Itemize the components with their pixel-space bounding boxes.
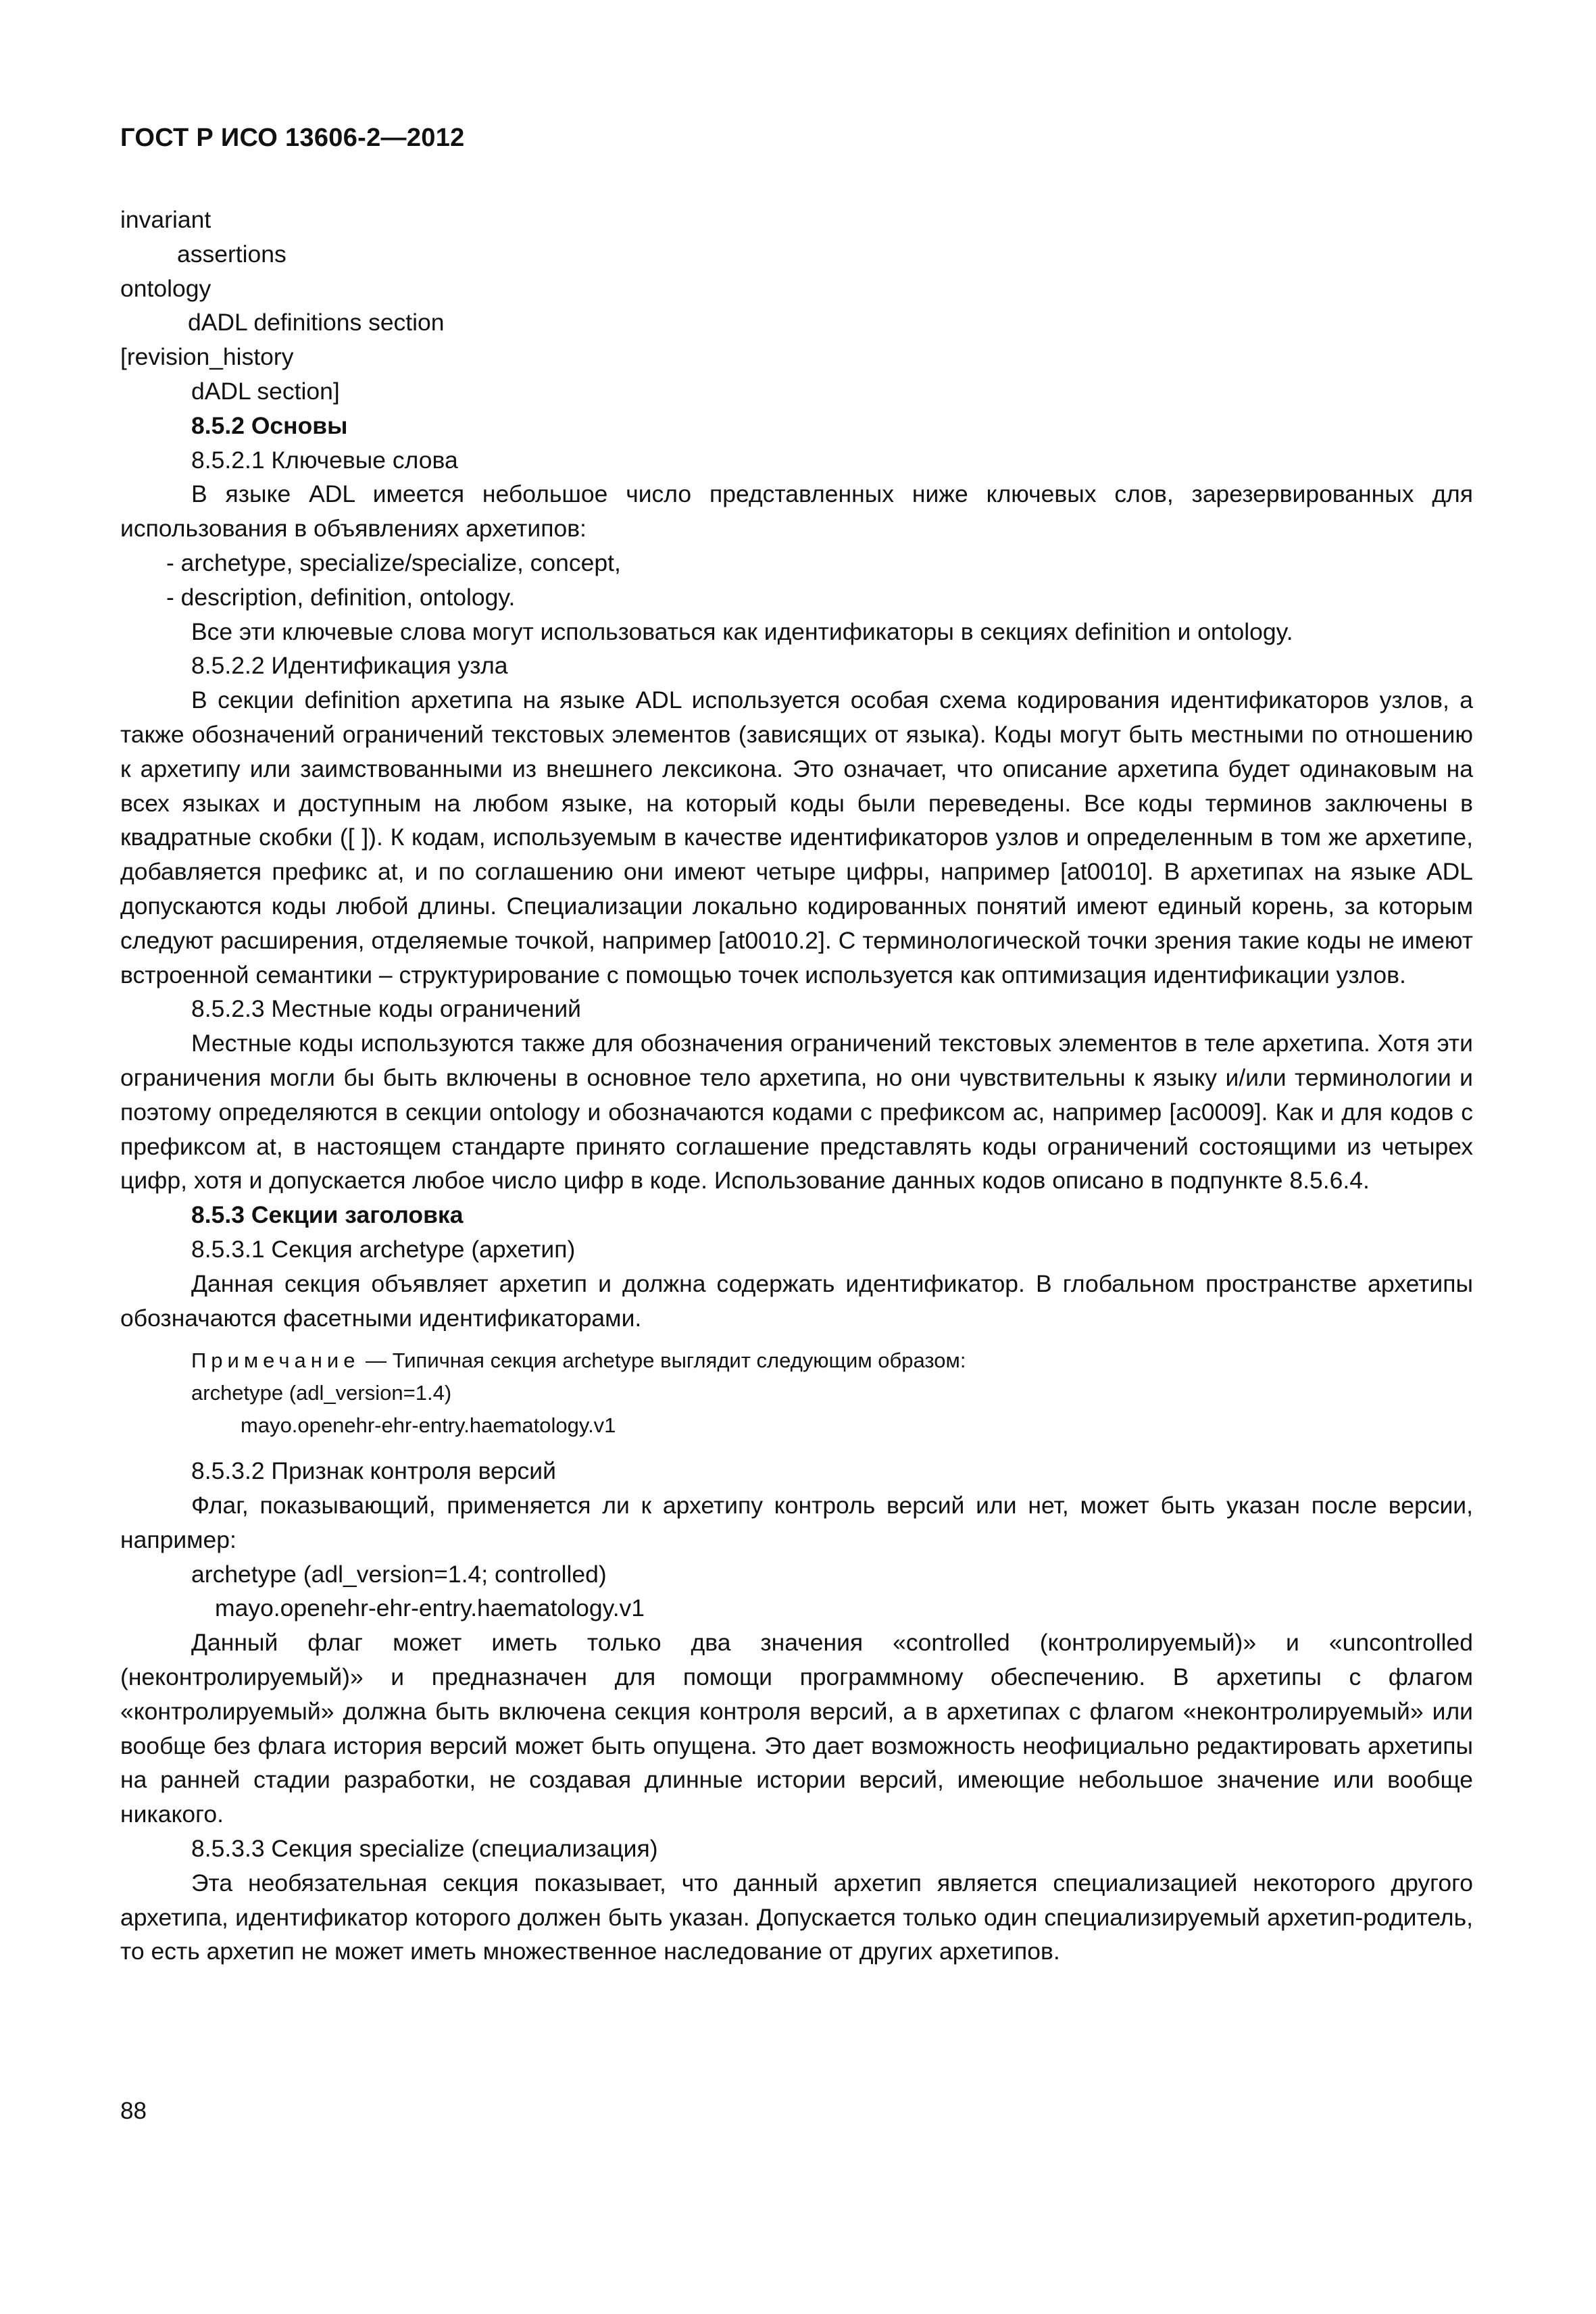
structure-assertions: assertions	[177, 240, 286, 268]
paragraph: Данная секция объявляет архетип и должна содержать идентификатор. В глобальном пространстве архетипы обозначаются фасетными идентификаторами.	[120, 1269, 1473, 1332]
list-item: - archetype, specialize/specialize, concept,	[166, 549, 621, 576]
subsection-title-8523: 8.5.2.3 Местные коды ограничений	[191, 995, 581, 1023]
paragraph: В языке ADL имеется небольшое число представленных ниже ключевых слов, зарезервированных для использования в объявлениях архетипов:	[120, 480, 1473, 543]
paragraph: Флаг, показывающий, применяется ли к архетипу контроль версий или нет, может быть указан после версии, например:	[120, 1492, 1473, 1553]
paragraph: Эта необязательная секция показывает, что данный архетип является специализацией некоторого другого архетипа, идентификатор которого должен быть указан. Допускается только один специализируемый архетип-родитель, то есть архетип не может иметь множественное наследование от других архетипов.	[120, 1869, 1473, 1965]
note-code-line: mayo.openehr-ehr-entry.haematology.v1	[241, 1413, 616, 1438]
document-body	[120, 203, 1473, 1969]
note-label: Примечание	[191, 1349, 360, 1373]
structure-dadl-section: dADL section]	[191, 377, 340, 405]
section-heading-853: 8.5.3 Секции заголовка	[191, 1201, 464, 1229]
note-line	[120, 1344, 1473, 1377]
list-item: - description, definition, ontology.	[166, 583, 516, 611]
paragraph: В секции definition архетипа на языке ADL используется особая схема кодирования идентификаторов узлов, а также обозначений ограничений текстовых элементов (зависящих от языка). Коды могут быть местными по отношению к архетипу или заимствованными из внешнего лексикона. Это означает, что описание архетипа будет одинаковым на всех языках и доступным на любом языке, на который коды были переведены. Все коды терминов заключены в квадратные скобки ([ ]). К кодам, используемым в качестве идентификаторов узлов и определенным в том же архетипе, добавляется префикс at, и по соглашению они имеют четыре цифры, например [at0010]. В архетипах на языке ADL допускаются коды любой длины. Специализации локально кодированных понятий имеют единый корень, за которым следуют расширения, отделяемые точкой, например [at0010.2]. С терминологической точки зрения такие коды не имеют встроенной семантики – структурирование с помощью точек используется как оптимизация идентификации узлов.	[120, 686, 1473, 988]
subsection-title-8521: 8.5.2.1 Ключевые слова	[191, 446, 458, 474]
note-code-line: archetype (adl_version=1.4)	[191, 1381, 452, 1405]
section-heading-852: 8.5.2 Основы	[191, 411, 348, 439]
subsection-title-8531: 8.5.3.1 Секция archetype (архетип)	[191, 1235, 576, 1263]
document-header: ГОСТ Р ИСО 13606-2—2012	[120, 124, 465, 152]
code-line: mayo.openehr-ehr-entry.haematology.v1	[215, 1594, 645, 1622]
paragraph: Местные коды используются также для обозначения ограничений текстовых элементов в теле архетипа. Хотя эти ограничения могли бы быть включены в основное тело архетипа, но они чувствительны к языку и/или терминологии и поэтому определяются в секции ontology и обозначаются кодами с префиксом ac, например [ac0009]. Как и для кодов с префиксом at, в настоящем стандарте принято соглашение представлять коды ограничений состоящими из четырех цифр, хотя и допускается любое число цифр в коде. Использование данных кодов описано в подпункте 8.5.6.4.	[120, 1030, 1473, 1194]
structure-dadl-definitions: dADL definitions section	[188, 309, 445, 336]
note-text: — Типичная секция archetype выглядит следующим образом:	[359, 1349, 966, 1373]
paragraph: Данный флаг может иметь только два значения «controlled (контролируемый)» и «uncontrolled (неконтролируемый)» и предназначен для помощи программному обеспечению. В архетипы с флагом «контролируемый» должна быть включена секция контроля версий, а в архетипах с флагом «неконтролируемый» или вообще без флага история версий может быть опущена. Это дает возможность неофициально редактировать архетипы на ранней стадии разработки, не создавая длинные истории версий, имеющие небольшое значение или вообще никакого.	[120, 1629, 1473, 1828]
paragraph: Все эти ключевые слова могут использоваться как идентификаторы в секциях definition и ontology.	[191, 618, 1293, 645]
structure-invariant: invariant	[120, 206, 211, 233]
subsection-title-8533: 8.5.3.3 Секция specialize (специализация)	[191, 1835, 658, 1863]
note-block	[120, 1344, 1473, 1442]
page-number: 88	[120, 2098, 147, 2124]
structure-ontology: ontology	[120, 274, 211, 302]
code-line: archetype (adl_version=1.4; controlled)	[191, 1560, 607, 1588]
structure-revision-history: [revision_history	[120, 343, 294, 371]
subsection-title-8532: 8.5.3.2 Признак контроля версий	[191, 1457, 556, 1485]
subsection-title-8522: 8.5.2.2 Идентификация узла	[191, 652, 508, 680]
